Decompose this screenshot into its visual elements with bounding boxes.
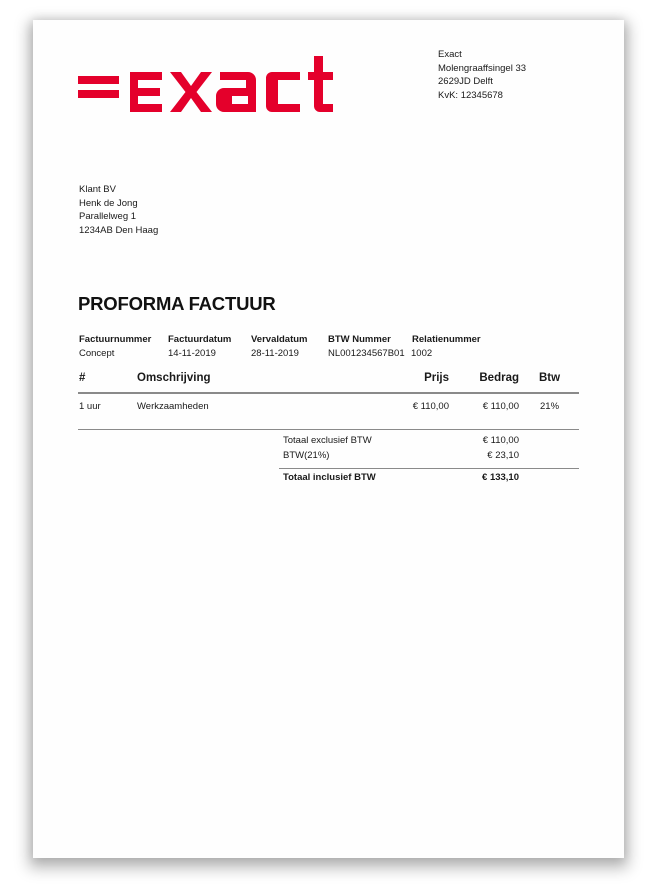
- client-address: [79, 183, 158, 237]
- total-incl-label: Totaal inclusief BTW: [283, 472, 376, 483]
- total-excl-value: € 110,00: [482, 435, 519, 446]
- client-name: Klant BV: [79, 184, 116, 195]
- col-header-amount: Bedrag: [479, 372, 519, 384]
- client-contact: Henk de Jong: [79, 197, 138, 209]
- vat-label: BTW(21%): [283, 450, 330, 461]
- header-divider: [78, 392, 579, 394]
- company-name: Exact: [438, 49, 462, 60]
- row-amount: € 110,00: [482, 401, 519, 412]
- total-excl-label: Totaal exclusief BTW: [283, 435, 372, 446]
- meta-invoice-number: Factuurnummer Concept: [79, 334, 152, 359]
- company-city: 2629JD Delft: [438, 76, 493, 87]
- meta-invoice-date: Factuurdatum 14-11-2019: [168, 334, 232, 359]
- vat-value: € 23,10: [487, 450, 519, 461]
- row-qty: 1 uur: [79, 401, 101, 412]
- meta-due-date: Vervaldatum 28-11-2019: [251, 334, 308, 359]
- row-divider: [78, 429, 579, 430]
- company-address: [438, 48, 526, 102]
- company-street: Molengraaffsingel 33: [438, 62, 527, 74]
- col-header-qty: #: [79, 372, 86, 384]
- row-price: € 110,00: [412, 401, 449, 412]
- company-kvk: KvK: 12345678: [438, 89, 503, 101]
- client-city: 1234AB Den Haag: [79, 224, 159, 236]
- exact-logo-icon: [78, 53, 358, 115]
- col-header-price: Prijs: [424, 372, 449, 384]
- col-header-vat: Btw: [539, 372, 561, 384]
- client-street: Parallelweg 1: [79, 211, 137, 222]
- exact-logo: [78, 53, 358, 115]
- totals-divider: [279, 468, 579, 469]
- meta-vat-number: BTW Nummer NL001234567B01: [328, 334, 405, 359]
- invoice-page: [33, 20, 624, 858]
- page-title: PROFORMA FACTUUR: [78, 293, 276, 314]
- col-header-description: Omschrijving: [137, 372, 211, 384]
- row-description: Werkzaamheden: [137, 401, 209, 412]
- total-incl-value: € 133,10: [482, 472, 519, 483]
- row-vat: 21%: [540, 401, 560, 412]
- meta-relation-number: Relatienummer 1002: [411, 334, 481, 359]
